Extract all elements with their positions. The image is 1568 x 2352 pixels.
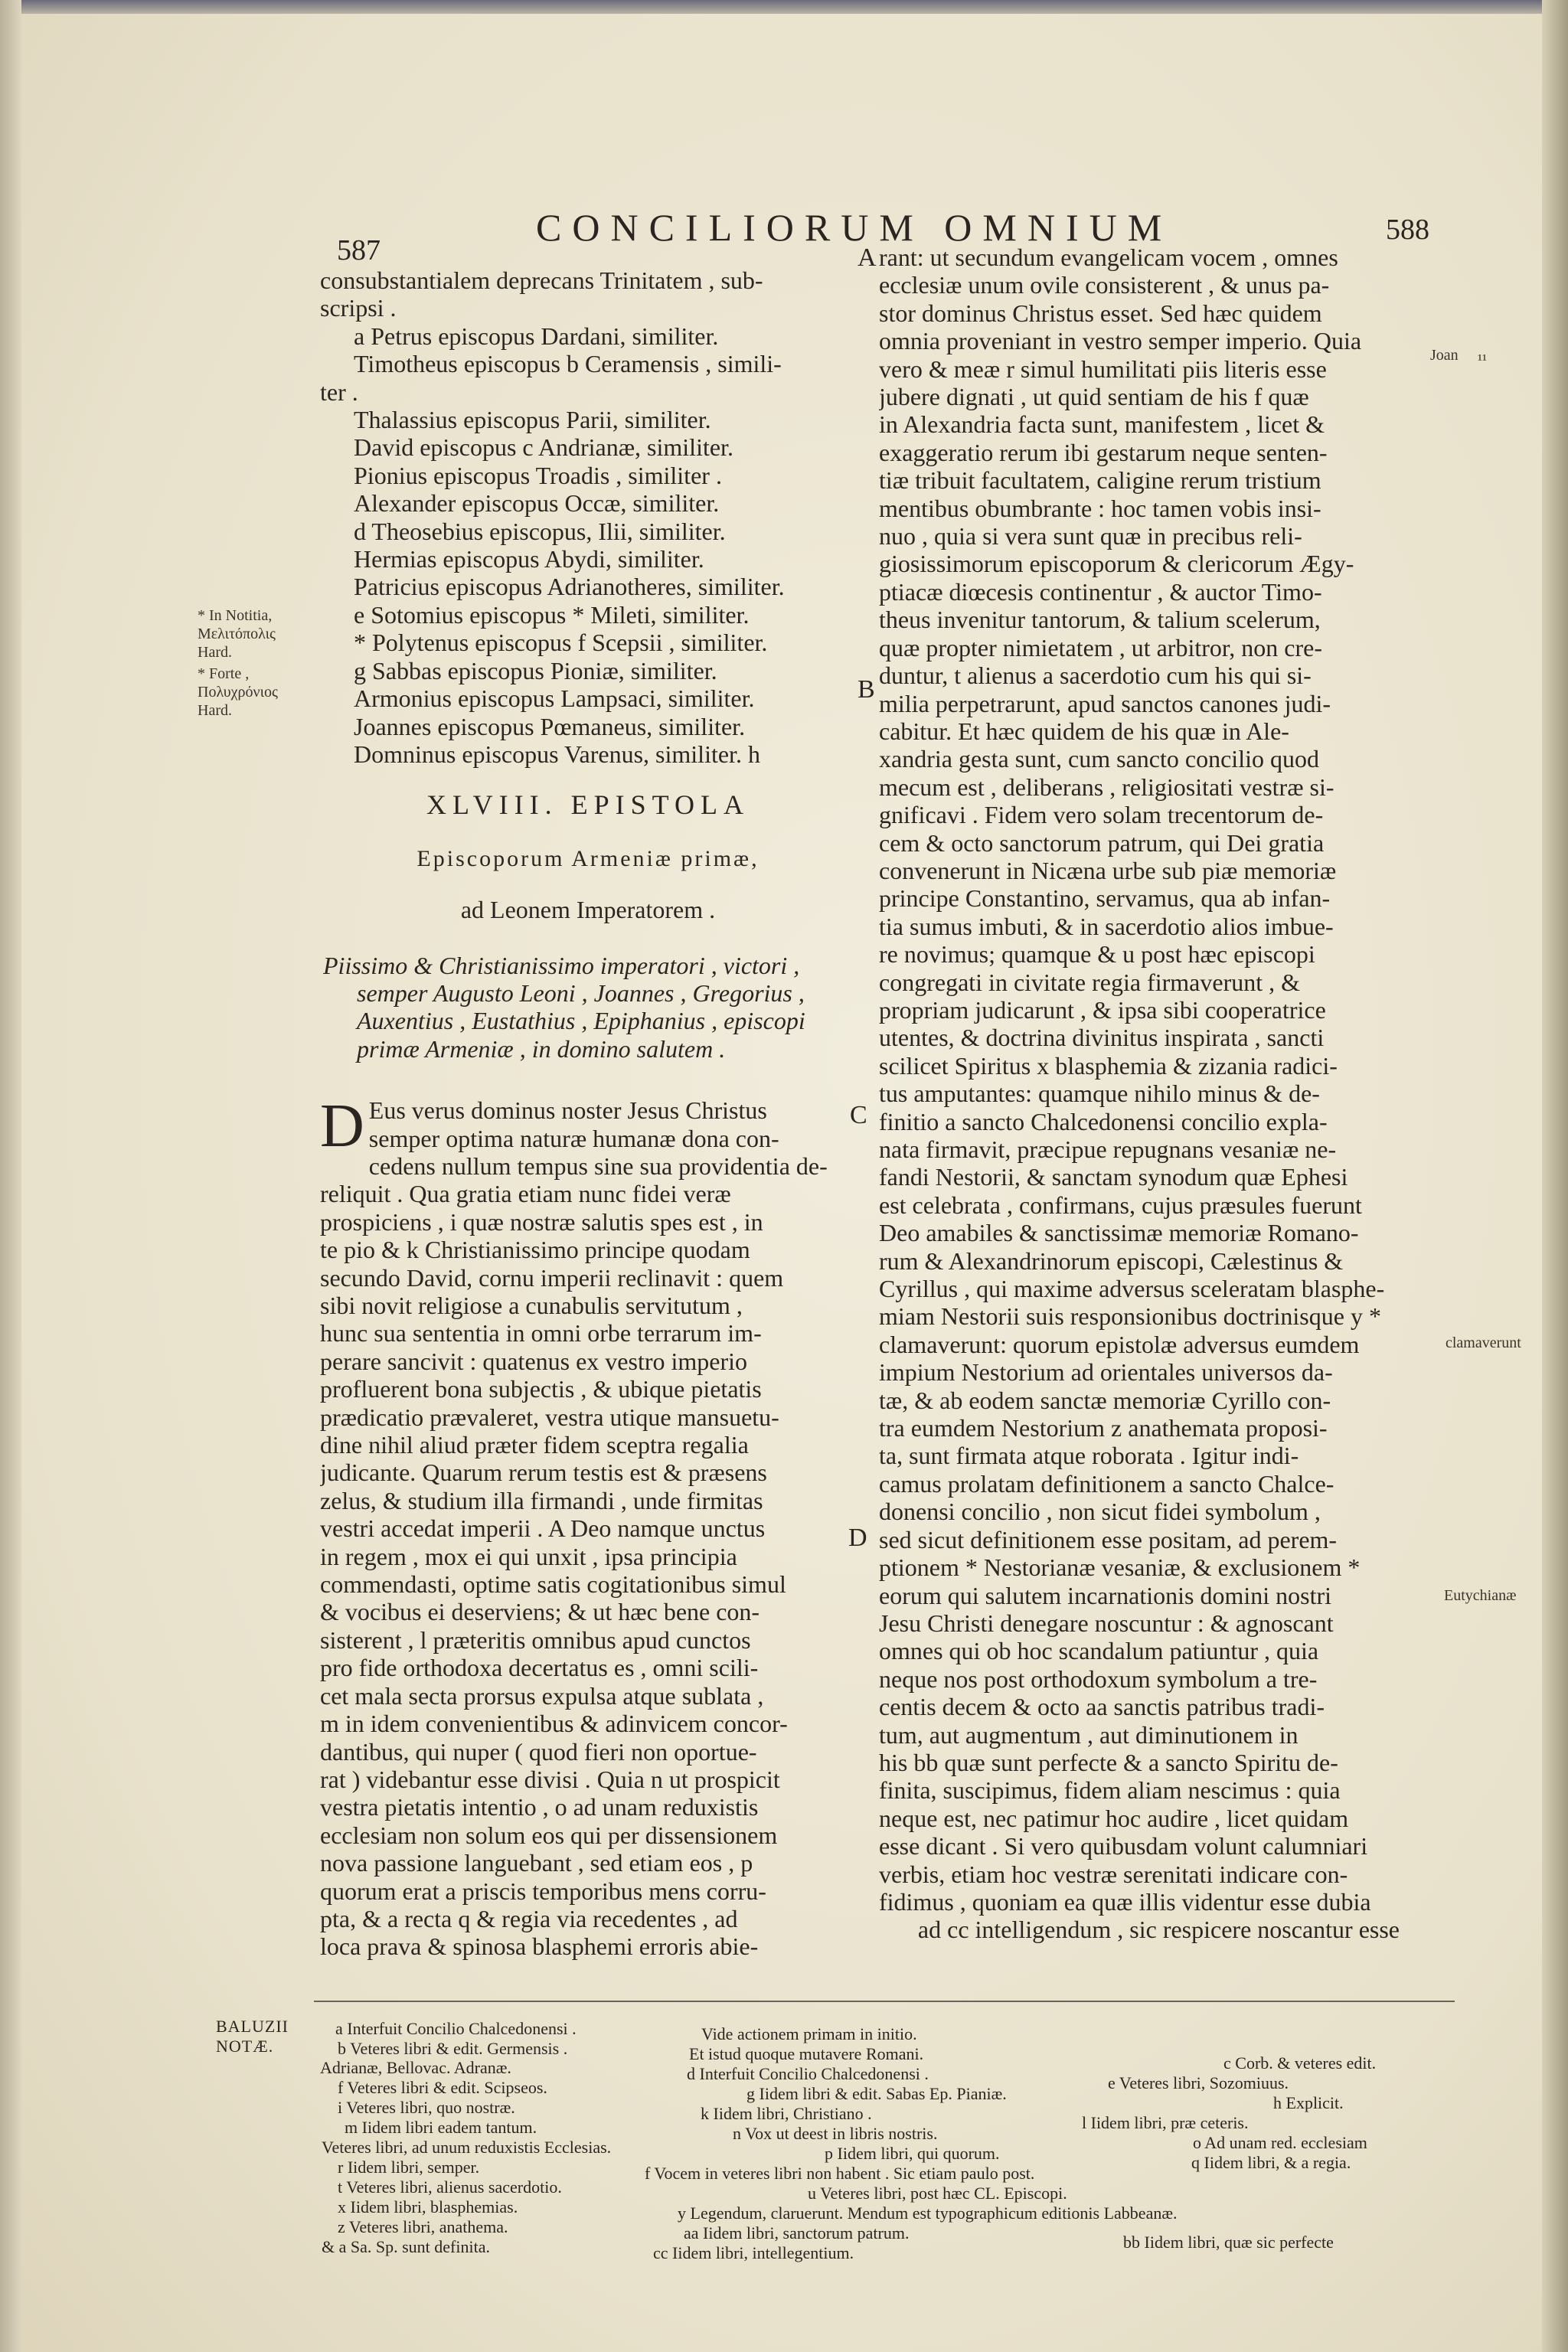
text-line: finita, suscipimus, fidem aliam nescimus : quia	[879, 1776, 1341, 1805]
text-line: rant: ut secundum evangelicam vocem , omnes	[879, 243, 1338, 271]
margin-note-left-2: * Forte , Πολυχρόνιος Hard.	[198, 665, 278, 719]
text-line: cem & octo sanctorum patrum, qui Dei gratia	[879, 828, 1325, 857]
text-line: scilicet Spiritus x blasphemia & zizania radici-	[879, 1051, 1338, 1080]
text-line: tiæ tribuit facultatem, caligine rerum tristium	[879, 466, 1321, 495]
body-line: pro fide orthodoxa decertatus es , omni scili-	[320, 1654, 759, 1682]
footnote-line: Vide actionem primam in initio.	[701, 2024, 917, 2043]
page-number-right: 588	[1386, 214, 1429, 246]
left-column	[320, 266, 856, 1961]
salutation-line: Auxentius , Eustathius , Epiphanius , episcopi	[357, 1007, 805, 1035]
text-line: impium Nestorium ad orientales universos da-	[879, 1358, 1333, 1387]
signature-line: a Petrus episcopus Dardani, similiter.	[354, 322, 719, 350]
text-line: fandi Nestorii, & sanctam synodum quæ Ephesi	[879, 1163, 1348, 1191]
footnote-line: bb Iidem libri, quæ sic perfecte	[1123, 2233, 1334, 2252]
signature-line: Alexander episcopus Occæ, similiter.	[354, 489, 720, 518]
text-line: omnia proveniant in vestro semper imperio. Quia	[879, 327, 1362, 355]
text-line: scripsi .	[320, 294, 397, 322]
epistle-number: XLVIII. EPISTOLA	[426, 789, 750, 821]
footnote-line: k Iidem libri, Christiano .	[701, 2104, 872, 2123]
text-line: clamaverunt: quorum epistolæ adversus eumdem	[879, 1330, 1360, 1358]
text-line: milia perpetrarunt, apud sanctos canones judi-	[879, 689, 1331, 717]
footnote-line: x Iidem libri, blasphemias.	[338, 2197, 518, 2216]
margin-note-right-1b: ¹¹	[1478, 351, 1487, 368]
notes-heading-line: BALUZII	[216, 2017, 289, 2036]
text-line: finitio a sancto Chalcedonensi concilio expla-	[879, 1107, 1328, 1135]
text-line: tus amputantes: quamque nihilo minus & de-	[879, 1080, 1320, 1108]
body-line: rat ) videbantur esse divisi . Quia n ut prospicit	[320, 1765, 780, 1793]
text-line: theus invenitur tantorum, & talium scelerum,	[879, 606, 1321, 634]
body-line: profluerent bona subjectis , & ubique pietatis	[320, 1375, 762, 1403]
signature-line: ter .	[320, 377, 358, 406]
footnote-line: y Legendum, claruerunt. Mendum est typographicum editionis Labbeanæ.	[678, 2203, 1178, 2223]
notes-heading	[216, 2017, 289, 2056]
body-line: hunc sua sententia in omni orbe terrarum im-	[320, 1319, 762, 1348]
body-line: secundo David, cornu imperii reclinavit : quem	[320, 1263, 784, 1292]
body-line: zelus, & studium illa firmandi , unde firmitas	[320, 1486, 763, 1514]
body-line: commendasti, optime satis cogitationibus simul	[320, 1570, 786, 1599]
signature-line: g Sabbas episcopus Pioniæ, similiter.	[354, 656, 717, 684]
text-line: nuo , quia si vera sunt quæ in precibus reli-	[879, 522, 1302, 550]
text-line: rum & Alexandrinorum episcopi, Cælestinus &	[879, 1246, 1344, 1275]
page-left-edge	[0, 0, 21, 2352]
salutation-line: primæ Armeniæ , in domino salutem .	[357, 1034, 726, 1063]
body-line: reliquit . Qua gratia etiam nunc fidei veræ	[320, 1180, 731, 1208]
footnote-line: c Corb. & veteres edit.	[1223, 2053, 1377, 2073]
footnote-line: u Veteres libri, post hæc CL. Episcopi.	[808, 2184, 1067, 2203]
body-line: perare sancivit : quatenus ex vestro imperio	[320, 1347, 748, 1375]
signature-line: David episcopus c Andrianæ, similiter.	[354, 433, 733, 462]
signature-line: e Sotomius episcopus * Mileti, similiter.	[354, 600, 750, 629]
salutation	[320, 952, 856, 1063]
footnote-line: f Veteres libri & edit. Scipseos.	[338, 2078, 547, 2097]
text-line: mecum est , deliberans , religiositati vestræ si-	[879, 773, 1334, 801]
text-line: ad cc intelligendum , sic respicere noscantur esse	[917, 1916, 1400, 1944]
notes-divider	[314, 2001, 1455, 2002]
text-line: re novimus; quamque & u post hæc episcopi	[879, 940, 1315, 969]
text-line: convenerunt in Nicæna urbe sub piæ memoriæ	[879, 856, 1337, 884]
right-column	[879, 243, 1430, 1944]
body-line: prospiciens , i quæ nostræ salutis spes est , in	[320, 1207, 763, 1236]
epistle-from: Episcoporum Armeniæ primæ,	[416, 845, 760, 871]
signature-line: Hermias episcopus Abydi, similiter.	[354, 545, 704, 573]
footnote-line: t Veteres libri, alienus sacerdotio.	[338, 2177, 562, 2197]
body-line: Eus verus dominus noster Jesus Christus	[368, 1096, 767, 1125]
text-line: propriam judicarunt , & ipsa sibi cooperatrice	[879, 995, 1326, 1024]
body-line: quorum erat a priscis temporibus mens corru-	[320, 1877, 766, 1905]
footnote-line: z Veteres libri, anathema.	[338, 2217, 508, 2236]
running-header: CONCILIORUM OMNIUM	[536, 206, 1173, 249]
text-line: est celebrata , confirmans, cujus præsules fuerunt	[879, 1191, 1362, 1219]
footnote-line: & a Sa. Sp. sunt definita.	[322, 2237, 490, 2256]
section-marker-a: A	[858, 243, 877, 272]
text-line: tum, aut augmentum , aut diminutionem in	[879, 1720, 1298, 1749]
text-line: utentes, & doctrina divinitus inspirata , sancti	[879, 1024, 1325, 1052]
body-line: sisterent , l præteritis omnibus apud cunctos	[320, 1625, 751, 1654]
text-line: donensi concilio , non sicut fidei symbolum ,	[879, 1498, 1321, 1526]
text-line: eorum qui salutem incarnationis domini nostri	[879, 1581, 1332, 1609]
body-line: sibi novit religiose a cunabulis servitutum ,	[320, 1292, 743, 1319]
footnote-line: g Iidem libri & edit. Sabas Ep. Pianiæ.	[746, 2084, 1007, 2103]
body-line: prædicatio prævaleret, vestra utique mansuetu-	[320, 1403, 779, 1431]
text-line: his bb quæ sunt perfecte & a sancto Spiritu de-	[879, 1748, 1338, 1776]
footnote-line: d Interfuit Concilio Chalcedonensi .	[687, 2064, 929, 2083]
text-line: neque est, nec patimur hoc audire , licet quidam	[879, 1804, 1349, 1832]
body-line: vestri accedat imperii . A Deo namque unctus	[320, 1514, 766, 1543]
text-line: ptiacæ diœcesis continentur , & auctor Timo-	[879, 577, 1322, 606]
text-line: quæ propter nimietatem , ut arbitror, non cre-	[879, 633, 1322, 662]
footnote-line: p Iidem libri, qui quorum.	[825, 2144, 1000, 2163]
text-line: camus prolatam definitionem a sancto Chalce-	[879, 1469, 1334, 1498]
margin-note-right-2: clamaverunt	[1446, 1334, 1521, 1351]
body-line: m in idem convenientibus & adinvicem concor-	[320, 1710, 788, 1738]
text-line: Cyrillus , qui maxime adversus sceleratam blasphe-	[879, 1275, 1385, 1303]
footnote-line: Et istud quoque mutavere Romani.	[689, 2044, 924, 2063]
section-marker-b: B	[858, 675, 875, 704]
footnote-line: l Iidem libri, præ ceteris.	[1082, 2113, 1249, 2132]
signature-line: * Polytenus episcopus f Scepsii , similiter.	[354, 629, 768, 657]
text-line: congregati in civitate regia firmaverunt , &	[879, 968, 1300, 996]
body-line: cet mala secta prorsus expulsa atque sublata ,	[320, 1681, 764, 1710]
footnote-line: cc Iidem libri, intellegentium.	[653, 2243, 854, 2262]
footnote-line: e Veteres libri, Sozomiuus.	[1108, 2073, 1289, 2092]
text-line: omnes qui ob hoc scandalum patiuntur , quia	[879, 1637, 1319, 1665]
margin-note-right-3: Eutychianæ	[1444, 1587, 1517, 1604]
footnote-line: aa Iidem libri, sanctorum patrum.	[684, 2223, 910, 2243]
text-line: tra eumdem Nestorium z anathemata proposi-	[879, 1414, 1328, 1442]
body-line: & vocibus ei deserviens; & ut hæc bene con-	[320, 1598, 760, 1626]
text-line: xandria gesta sunt, cum sancto concilio quod	[879, 745, 1319, 773]
footnote-line: q Iidem libri, & a regia.	[1191, 2153, 1351, 2172]
text-line: vero & meæ r simul humilitati piis literis esse	[879, 354, 1327, 383]
signature-list	[320, 322, 856, 769]
text-line: tæ, & ab eodem sanctæ memoriæ Cyrillo con-	[879, 1386, 1331, 1414]
footnote-line: b Veteres libri & edit. Germensis .	[338, 2039, 568, 2058]
text-line: ecclesiæ unum ovile consisterent , & unus pa-	[879, 271, 1330, 299]
text-line: exaggeratio rerum ibi gestarum neque senten-	[879, 438, 1328, 466]
text-line: ptionem * Nestorianæ vesaniæ, & exclusionem *	[879, 1553, 1361, 1582]
salutation-line: semper Augusto Leoni , Joannes , Gregorius ,	[357, 978, 805, 1007]
body-line: ecclesiam non solum eos qui per dissensionem	[320, 1821, 778, 1849]
text-line: esse dicant . Si vero quibusdam volunt calumniari	[879, 1832, 1368, 1860]
body-line: semper optima naturæ humanæ dona con-	[368, 1124, 779, 1152]
epistle-body	[320, 1093, 856, 1961]
margin-note-left-1: * In Notitia, Μελιτόπολις Hard.	[198, 607, 276, 661]
text-line: duntur, t alienus a sacerdotio cum his qui si-	[879, 662, 1312, 690]
text-line: verbis, etiam hoc vestræ serenitati indicare con-	[879, 1860, 1348, 1888]
text-line: Jesu Christi denegare noscuntur : & agnoscant	[879, 1609, 1334, 1637]
signature-line: Patricius episcopus Adrianotheres, similiter.	[354, 573, 785, 601]
footnote-line: i Veteres libri, quo nostræ.	[338, 2098, 515, 2117]
margin-note-right-1: Joan	[1430, 347, 1459, 364]
footnote-line: h Explicit.	[1273, 2093, 1344, 2112]
signature-line: d Theosebius episcopus, Ilii, similiter.	[354, 517, 726, 545]
notes-heading-line: NOTÆ.	[216, 2037, 274, 2056]
footnote-line: r Iidem libri, semper.	[338, 2158, 480, 2177]
text-line: giosissimorum episcoporum & clericorum Ægy-	[879, 550, 1354, 578]
body-line: in regem , mox ei qui unxit , ipsa principia	[320, 1542, 737, 1570]
text-line: centis decem & octo aa sanctis patribus tradi-	[879, 1693, 1325, 1721]
text-line: principe Constantino, servamus, qua ab infan-	[879, 884, 1331, 913]
footnote-line: m Iidem libri eadem tantum.	[345, 2118, 537, 2137]
drop-cap: D	[320, 1093, 364, 1161]
body-line: dine nihil aliud præter fidem sceptra regalia	[320, 1431, 749, 1459]
body-line: pta, & a recta q & regia via recedentes , ad	[320, 1904, 738, 1932]
body-line: loca prava & spinosa blasphemi erroris abie-	[320, 1932, 759, 1961]
footnote-line: n Vox ut deest in libris nostris.	[733, 2124, 938, 2143]
footnote-line: f Vocem in veteres libri non habent . Sic etiam paulo post.	[645, 2164, 1035, 2183]
signature-line: Domninus episcopus Varenus, similiter. h	[354, 740, 760, 768]
signature-line: Joannes episcopus Pœmaneus, similiter.	[354, 712, 746, 740]
text-line: tia sumus imbuti, & in sacerdotio alios imbue-	[879, 912, 1334, 940]
page-right-edge	[1542, 0, 1568, 2352]
body-line: vestra pietatis intentio , o ad unam reduxistis	[320, 1793, 759, 1821]
body-line: nova passione languebant , sed etiam eos , p	[320, 1849, 753, 1877]
text-line: nata firmavit, præcipue repugnans vesaniæ ne-	[879, 1135, 1337, 1163]
epistle-to: ad Leonem Imperatorem .	[460, 896, 716, 924]
section-marker-c: C	[850, 1101, 867, 1129]
text-line: consubstantialem deprecans Trinitatem , sub-	[320, 266, 763, 294]
text-line: stor dominus Christus esset. Sed hæc quidem	[879, 299, 1322, 327]
salutation-line: Piissimo & Christianissimo imperatori , victori ,	[323, 951, 800, 979]
text-line: gnificavi . Fidem vero solam trecentorum de-	[879, 801, 1324, 829]
body-line: te pio & k Christianissimo principe quodam	[320, 1236, 750, 1264]
text-line: in Alexandria facta sunt, manifestem , licet &	[879, 410, 1325, 439]
text-line: cabitur. Et hæc quidem de his quæ in Ale-	[879, 717, 1289, 745]
text-line: fidimus , quoniam ea quæ illis videntur esse dubia	[879, 1887, 1371, 1916]
page-top-edge	[0, 0, 1568, 14]
text-line: ta, sunt firmata atque roborata . Igitur indi-	[879, 1442, 1299, 1470]
footnote-line: Veteres libri, ad unum reduxistis Ecclesias.	[322, 2138, 612, 2157]
footnote-line: Adrianæ, Bellovac. Adranæ.	[320, 2058, 511, 2077]
footnote-line: a Interfuit Concilio Chalcedonensi .	[335, 2019, 577, 2038]
signature-line: Thalassius episcopus Parii, similiter.	[354, 406, 711, 434]
signature-line: Pionius episcopus Troadis , similiter .	[354, 461, 722, 489]
text-line: miam Nestorii suis responsionibus doctrinisque y *	[879, 1302, 1381, 1331]
body-line: judicante. Quarum rerum testis est & præsens	[320, 1459, 767, 1487]
body-line: cedens nullum tempus sine sua providentia de-	[368, 1152, 828, 1180]
body-line: dantibus, qui nuper ( quod fieri non oportue-	[320, 1737, 757, 1766]
page-number-left: 587	[337, 234, 381, 266]
text-line: sed sicut definitionem esse positam, ad perem-	[879, 1525, 1338, 1553]
signature-line: Armonius episcopus Lampsaci, similiter.	[354, 684, 755, 713]
section-marker-d: D	[848, 1524, 867, 1552]
text-line: jubere dignati , ut quid sentiam de his f quæ	[879, 383, 1309, 411]
footnote-line: o Ad unam red. ecclesiam	[1193, 2133, 1367, 2152]
text-line: Deo amabiles & sanctissimæ memoriæ Romano-	[879, 1219, 1359, 1247]
signature-line: Timotheus episcopus b Ceramensis , simili-	[354, 350, 782, 378]
text-line: neque nos post orthodoxum symbolum a tre-	[879, 1664, 1318, 1693]
text-line: mentibus obumbrante : hoc tamen vobis insi-	[879, 494, 1321, 522]
